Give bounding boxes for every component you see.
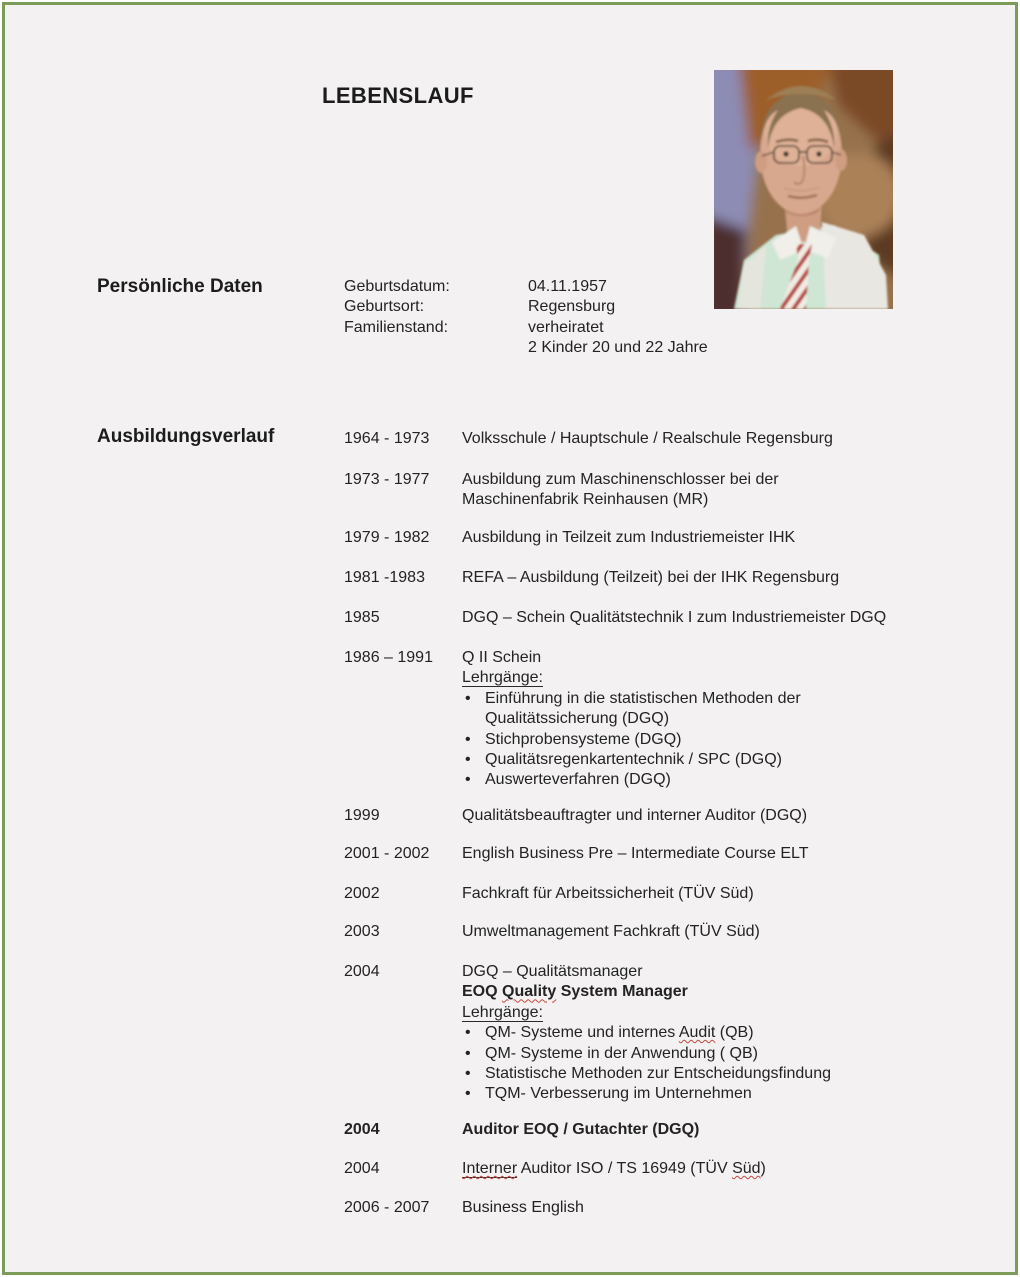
entry-line <box>462 982 937 1002</box>
entry-line <box>462 922 937 942</box>
text-segment: Interner <box>462 1160 518 1177</box>
entry-description <box>462 1159 937 1179</box>
entry-line <box>462 568 937 588</box>
entry-description <box>462 884 937 904</box>
bullet-icon: • <box>465 730 471 748</box>
text-segment: Ausbildung in Teilzeit zum Industriemeister IHK <box>462 529 796 546</box>
entry-line <box>462 668 937 688</box>
bullet-icon: • <box>465 1044 471 1062</box>
text-segment: Q II Schein <box>462 649 542 666</box>
education-entry <box>344 528 937 548</box>
entry-line <box>462 770 937 790</box>
bullet-icon: • <box>465 771 471 789</box>
text-segment: Ausbildung zum Maschinenschlosser bei der <box>462 471 779 488</box>
text-segment: Volksschule / Hauptschule / Realschule Regensburg <box>462 430 833 447</box>
text-segment: System Manager <box>556 983 688 1001</box>
entry-year: 2001 - 2002 <box>344 845 430 862</box>
entry-line <box>462 528 937 548</box>
education-entry <box>344 806 937 826</box>
text-segment: Fachkraft für Arbeitssicherheit (TÜV Süd) <box>462 885 754 902</box>
entry-description <box>462 1120 937 1140</box>
entry-line <box>462 648 937 668</box>
text-segment: Business English <box>462 1199 584 1216</box>
text-segment: Statistische Methoden zur Entscheidungsfindung <box>485 1065 831 1083</box>
text-segment: Auditor ISO / TS 16949 (TÜV <box>517 1160 733 1177</box>
entry-year: 1999 <box>344 807 380 824</box>
text-segment: Umweltmanagement Fachkraft (TÜV Süd) <box>462 923 760 940</box>
text-segment: TQM- Verbesserung im Unternehmen <box>485 1085 752 1103</box>
text-segment: QM- Systeme und internes <box>485 1024 679 1042</box>
entry-description <box>462 608 937 628</box>
entry-description <box>462 1198 937 1218</box>
bullet-icon: • <box>465 1065 471 1083</box>
entry-line <box>462 1084 937 1104</box>
text-segment: QM- Systeme in der Anwendung ( QB) <box>485 1044 758 1062</box>
bullet-icon: • <box>465 751 471 769</box>
text-segment: Maschinenfabrik Reinhausen (MR) <box>462 491 709 509</box>
entry-year: 1973 - 1977 <box>344 471 430 488</box>
entry-line <box>462 1003 937 1023</box>
entry-year: 1964 - 1973 <box>344 430 430 447</box>
entry-line <box>462 962 937 982</box>
education-entry <box>344 1198 937 1218</box>
entry-year: 2003 <box>344 923 380 940</box>
text-segment: Lehrgänge: <box>462 669 543 687</box>
education-entry <box>344 962 937 1105</box>
text-segment: Quality <box>502 983 557 1001</box>
entry-year: 2004 <box>344 1160 380 1177</box>
bullet-icon: • <box>465 1085 471 1103</box>
text-segment: Qualitätsregenkartentechnik / SPC (DGQ) <box>485 751 783 769</box>
personal-data-heading: Persönliche Daten <box>97 276 263 297</box>
text-segment: (QB) <box>715 1024 754 1042</box>
entry-line <box>462 490 937 510</box>
text-segment: DGQ – Schein Qualitätstechnik I zum Industriemeister DGQ <box>462 609 887 626</box>
personal-value: verheiratet <box>528 318 604 336</box>
entry-description <box>462 962 937 1105</box>
entry-line <box>462 1044 937 1064</box>
text-segment: DGQ – Qualitätsmanager <box>462 963 643 980</box>
entry-year: 2004 <box>344 1121 380 1138</box>
text-segment: ) <box>760 1160 766 1177</box>
text-segment: Qualitätssicherung (DGQ) <box>485 710 670 728</box>
entry-description <box>462 470 937 511</box>
text-segment: Süd <box>732 1160 761 1177</box>
entry-line <box>462 1120 937 1140</box>
entry-line <box>462 884 937 904</box>
entry-year: 1986 – 1991 <box>344 649 433 666</box>
personal-label: Familienstand: <box>344 318 449 336</box>
page-title: LEBENSLAUF <box>322 83 474 108</box>
text-segment: English Business Pre – Intermediate Course ELT <box>462 845 809 862</box>
personal-label: Geburtsort: <box>344 298 425 316</box>
entry-line <box>462 750 937 770</box>
text-segment: Stichprobensysteme (DGQ) <box>485 730 682 748</box>
text-segment: Auditor EOQ / Gutachter (DGQ) <box>462 1121 700 1138</box>
text-segment: EOQ <box>462 983 503 1001</box>
entry-line <box>462 608 937 628</box>
personal-value: 2 Kinder 20 und 22 Jahre <box>528 339 708 357</box>
education-entry <box>344 922 937 942</box>
education-entry <box>344 648 937 791</box>
personal-value: Regensburg <box>528 298 616 316</box>
bullet-icon: • <box>465 689 471 707</box>
text-segment: Audit <box>678 1024 716 1042</box>
entry-line <box>462 689 937 709</box>
education-entry <box>344 884 937 904</box>
entry-line <box>462 730 937 750</box>
education-entry <box>344 608 937 628</box>
education-entry <box>344 470 937 511</box>
education-entry <box>344 844 937 864</box>
entry-year: 2006 - 2007 <box>344 1199 430 1216</box>
entry-description <box>462 528 937 548</box>
entry-description <box>462 844 937 864</box>
education-heading: Ausbildungsverlauf <box>97 426 275 447</box>
text-segment: Qualitätsbeauftragter und interner Auditor (DGQ) <box>462 807 808 824</box>
entry-year: 2002 <box>344 885 380 902</box>
entry-line <box>462 844 937 864</box>
entry-line <box>462 1023 937 1043</box>
entry-year: 1985 <box>344 609 380 626</box>
personal-value: 04.11.1957 <box>528 278 607 295</box>
text-segment: Lehrgänge: <box>462 1003 543 1021</box>
entry-description <box>462 922 937 942</box>
entry-line <box>462 806 937 826</box>
text-segment: REFA – Ausbildung (Teilzeit) bei der IHK Regensburg <box>462 569 840 586</box>
entry-description <box>462 806 937 826</box>
entry-description <box>462 568 937 588</box>
education-entry <box>344 1159 937 1179</box>
bullet-icon: • <box>465 1024 471 1042</box>
entry-description <box>462 429 937 449</box>
personal-label: Geburtsdatum: <box>344 278 450 295</box>
education-entry <box>344 568 937 588</box>
entry-year: 1979 - 1982 <box>344 529 430 546</box>
entry-line <box>462 1064 937 1084</box>
entry-year: 1981 -1983 <box>344 569 425 586</box>
entry-line <box>462 1159 937 1179</box>
text-segment: Auswerteverfahren (DGQ) <box>485 771 671 789</box>
entry-line <box>462 709 937 729</box>
education-entry <box>344 429 937 449</box>
entry-description <box>462 648 937 791</box>
entry-year: 2004 <box>344 963 380 980</box>
education-entry <box>344 1120 937 1140</box>
entry-line <box>462 470 937 490</box>
entry-line <box>462 1198 937 1218</box>
text-segment: Einführung in die statistischen Methoden der <box>485 689 801 707</box>
entry-line <box>462 429 937 449</box>
